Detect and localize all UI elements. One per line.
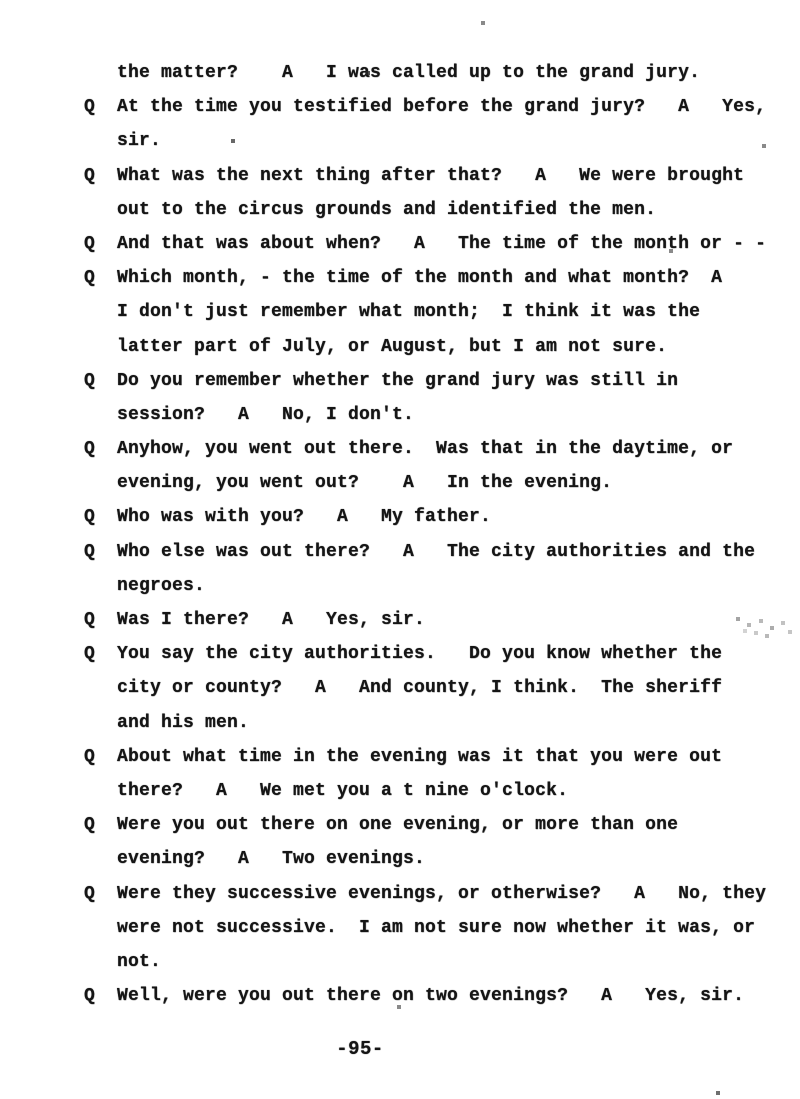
q-marker (84, 398, 117, 432)
transcript-line (84, 911, 766, 945)
line-text: At the time you testified before the grand jury? A Yes, (117, 97, 767, 118)
q-marker: Q (84, 370, 96, 391)
transcript-line (84, 261, 766, 295)
q-marker: Q (84, 541, 96, 562)
line-text: and his men. (117, 712, 250, 733)
q-marker (84, 911, 117, 945)
transcript-line (84, 500, 766, 534)
line-text: About what time in the evening was it that you were out (117, 746, 723, 767)
q-marker (84, 774, 117, 808)
line-text: What was the next thing after that? A We were brought (117, 165, 745, 186)
transcript-line (84, 740, 766, 774)
transcript-line (84, 569, 766, 603)
transcript-line (84, 979, 766, 1013)
page-number: -95- (336, 1038, 384, 1060)
transcript-line (84, 124, 766, 158)
q-marker: Q (84, 815, 96, 836)
line-text: there? A We met you a t nine o'clock. (117, 780, 569, 801)
q-marker (84, 842, 117, 876)
transcript-line (84, 193, 766, 227)
line-text: sir. (117, 131, 162, 152)
transcript-line (84, 56, 766, 90)
q-marker: Q (84, 233, 96, 254)
line-text: were not successive. I am not sure now whether it was, or (117, 917, 756, 938)
line-text: Who else was out there? A The city authorities and the (117, 541, 756, 562)
line-text: latter part of July, or August, but I am not sure. (117, 336, 668, 357)
q-marker (84, 193, 117, 227)
transcript-line (84, 842, 766, 876)
line-text: not. (117, 951, 162, 972)
line-text: Anyhow, you went out there. Was that in the daytime, or (117, 439, 734, 460)
transcript-line (84, 227, 766, 261)
line-text: Which month, - the time of the month and what month? A (117, 268, 723, 289)
line-text: Was I there? A Yes, sir. (117, 610, 426, 630)
line-text: city or county? A And county, I think. The sheriff (117, 678, 723, 699)
q-marker (84, 466, 117, 500)
transcript-line (84, 774, 766, 808)
transcript-line (84, 671, 766, 705)
transcript-line (84, 945, 766, 979)
q-marker: Q (84, 746, 96, 767)
transcript-line (84, 90, 766, 124)
q-marker: Q (84, 883, 96, 904)
line-text: Who was with you? A My father. (117, 507, 492, 528)
transcript-line (84, 637, 766, 671)
q-marker: Q (84, 986, 96, 1007)
q-marker: Q (84, 644, 96, 665)
q-marker (84, 124, 117, 158)
q-marker: Q (84, 268, 96, 289)
transcript-line (84, 603, 766, 637)
line-text: the matter? A I was called up to the grand jury. (117, 63, 701, 83)
q-marker: Q (84, 507, 96, 528)
transcript-line (84, 808, 766, 842)
q-marker (84, 56, 117, 90)
transcript-lines (84, 56, 766, 1013)
transcript-line (84, 466, 766, 500)
q-marker (84, 671, 117, 705)
line-text: negroes. (117, 575, 206, 596)
transcript-line (84, 877, 766, 911)
transcript-line (84, 432, 766, 466)
transcript-line (84, 295, 766, 329)
line-text: evening, you went out? A In the evening. (117, 473, 613, 494)
scan-noise-dots (0, 0, 2, 2)
line-text: Do you remember whether the grand jury was still in (117, 370, 679, 391)
q-marker (84, 569, 117, 603)
line-text: I don't just remember what month; I think it was the (117, 302, 701, 323)
transcript-line (84, 535, 766, 569)
transcript-line (84, 330, 766, 364)
q-marker: Q (84, 97, 96, 118)
q-marker (84, 330, 117, 364)
line-text: session? A No, I don't. (117, 404, 415, 425)
q-marker: Q (84, 610, 96, 630)
line-text: Were they successive evenings, or otherwise? A No, they (117, 883, 767, 904)
q-marker: Q (84, 439, 96, 460)
line-text: And that was about when? A The time of the month or - - (117, 233, 767, 254)
line-text: evening? A Two evenings. (117, 849, 426, 870)
q-marker (84, 295, 117, 329)
line-text: out to the circus grounds and identified the men. (117, 199, 657, 220)
q-marker: Q (84, 165, 96, 186)
transcript-line (84, 364, 766, 398)
transcript-line (84, 159, 766, 193)
q-marker (84, 945, 117, 979)
line-text: You say the city authorities. Do you know whether the (117, 644, 723, 665)
transcript-line (84, 398, 766, 432)
line-text: Well, were you out there on two evenings? A Yes, sir. (117, 986, 745, 1007)
transcript-line (84, 706, 766, 740)
q-marker (84, 706, 117, 740)
line-text: Were you out there on one evening, or more than one (117, 815, 679, 836)
